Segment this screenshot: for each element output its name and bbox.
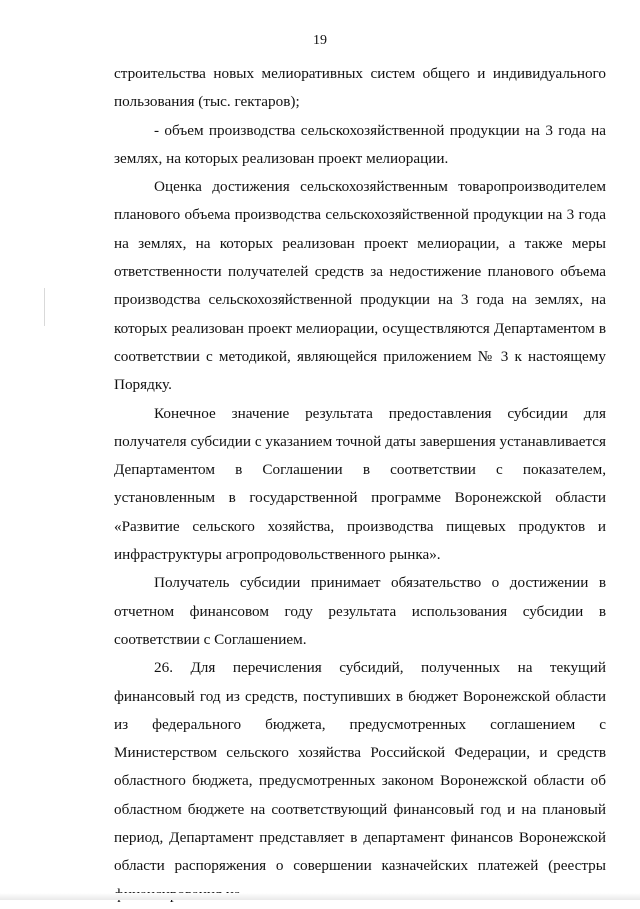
scan-margin-mark	[44, 288, 45, 326]
paragraph-production-volume: - объем производства сельскохозяйственной продукции на 3 года на землях, на которых реализован проект мелиорации.	[114, 121, 606, 167]
paragraph-final-value: Конечное значение результата предоставления субсидии для получателя субсидии с указанием точной даты завершения устанавливается Департаментом в Соглашении в соответствии с показателем, установленным в государственной программе Воронежской области «Развитие сельского хозяйства, производства пищевых продуктов и инфраструктуры агропродовольственного рынка».	[114, 404, 606, 564]
paragraph-item-26: 26. Для перечисления субсидий, полученных на текущий финансовый год из средств, поступивших в бюджет Воронежской области из федерального бюджета, предусмотренных соглашением с Министерством сельского хозяйства Российской Федерации, и средств областного бюджета, предусмотренных законом Воронежской области об областном бюджете на соответствующий финансовый год и на плановый период, Департамент представляет в департамент финансов Воронежской области распоряжения о совершении казначейских платежей (реестры	[114, 659, 606, 875]
paragraph-assessment: Оценка достижения сельскохозяйственным товаропроизводителем планового объема производства сельскохозяйственной продукции на 3 года на землях, на которых реализован проект мелиорации, а также меры ответственности получателей средств за недостижение планового объема производства сельскохозяйственной продукции на 3 года на землях, на которых реализован проект мелиорации, осуществляются Департаментом в соответствии с методикой, являющейся приложением № 3 к настоящему Порядку.	[114, 178, 606, 394]
page-number: 19	[313, 33, 327, 48]
document-body	[114, 60, 606, 909]
paragraph-continuation: строительства новых мелиоративных систем общего и индивидуального пользования (тыс. гектаров);	[114, 65, 606, 111]
paragraph-obligation: Получатель субсидии принимает обязательство о достижении в отчетном финансовом году результата использования субсидии в соответствии с Соглашением.	[114, 574, 606, 648]
scan-bottom-edge	[0, 893, 640, 900]
